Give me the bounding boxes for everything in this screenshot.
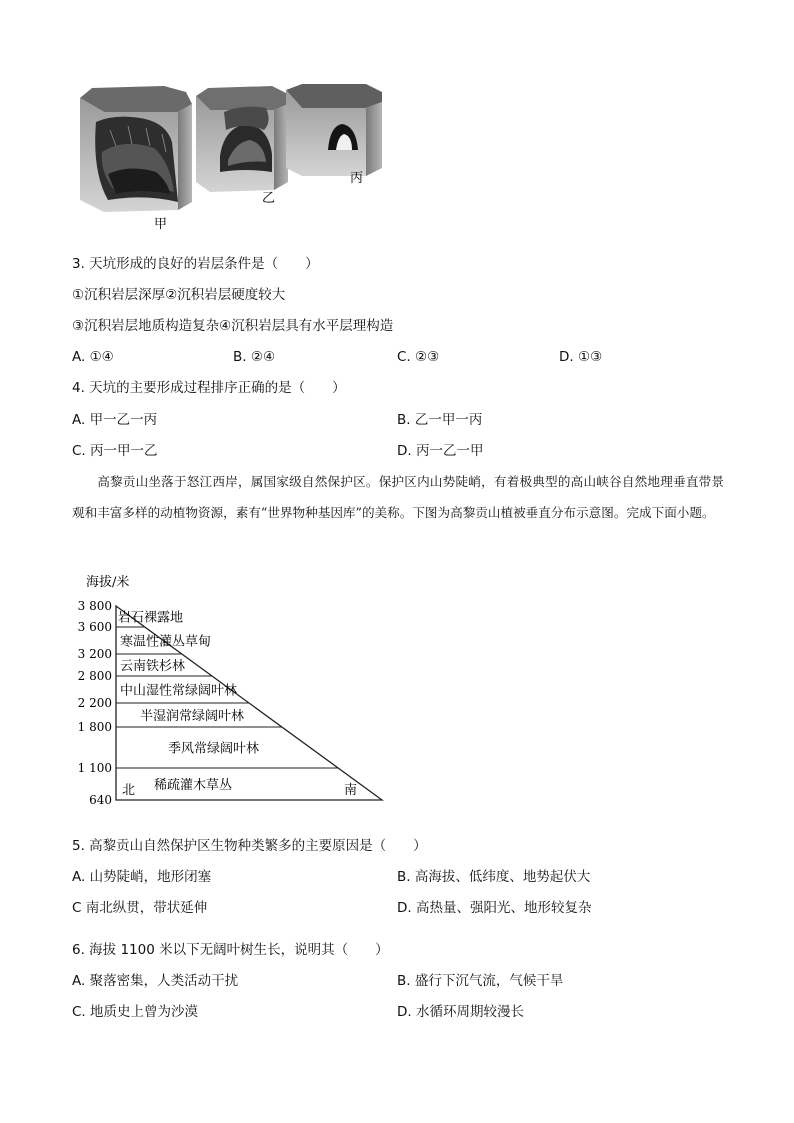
zone-label: 寒温性灌丛草甸: [120, 634, 212, 650]
block-yi: [196, 86, 288, 192]
zone-label: 季风常绿阔叶林: [168, 741, 260, 757]
q5-option-c[interactable]: C 南北纵贯，带状延伸: [72, 900, 208, 916]
q6-stem: 6. 海拔 1100 米以下无阔叶树生长，说明其（ ）: [72, 942, 389, 958]
chart-ylabel: 海拔/米: [86, 575, 130, 590]
zone-label: 岩石裸露地: [118, 610, 184, 626]
south-label: 南: [344, 783, 358, 798]
q3-stem: 3. 天坑形成的良好的岩层条件是（ ）: [72, 256, 319, 272]
q6-option-c[interactable]: C. 地质史上曾为沙漠: [72, 1004, 199, 1020]
q3-conditions-line1: ①沉积岩层深厚②沉积岩层硬度较大: [72, 287, 286, 303]
block-jia: [80, 86, 192, 212]
q6-option-d[interactable]: D. 水循环周期较漫长: [397, 1004, 524, 1020]
elevation-tick-label: 2 800: [77, 669, 112, 683]
north-label: 北: [122, 783, 136, 798]
elevation-tick-label: 3 600: [77, 620, 112, 634]
q5-option-a[interactable]: A. 山势陡峭，地形闭塞: [72, 869, 212, 885]
elevation-tick-label: 3 200: [77, 647, 112, 661]
elevation-tick-label: 1 100: [77, 761, 112, 775]
zone-layer: [78, 599, 382, 807]
q4-stem: 4. 天坑的主要形成过程排序正确的是（ ）: [72, 380, 346, 396]
label-bing: 丙: [350, 171, 364, 186]
reading-passage: [72, 466, 724, 528]
zone-label: 稀疏灌木草丛: [154, 778, 233, 793]
q4-option-c[interactable]: C. 丙一甲一乙: [72, 443, 158, 459]
elevation-tick-label: 2 200: [77, 696, 112, 710]
q6-option-a[interactable]: A. 聚落密集，人类活动干扰: [72, 973, 239, 989]
zone-label: 半湿润常绿阔叶林: [140, 709, 245, 724]
q3-option-c[interactable]: C. ②③: [397, 349, 440, 365]
label-yi: 乙: [262, 191, 276, 206]
q3-conditions-line2: ③沉积岩层地质构造复杂④沉积岩层具有水平层理构造: [72, 318, 394, 334]
elevation-tick-label: 1 800: [77, 720, 112, 734]
q4-option-a[interactable]: A. 甲一乙一丙: [72, 412, 158, 428]
vegetation-zonation-chart: [77, 570, 392, 810]
label-jia: 甲: [154, 217, 168, 232]
q5-stem: 5. 高黎贡山自然保护区生物种类繁多的主要原因是（ ）: [72, 838, 427, 854]
q5-option-b[interactable]: B. 高海拔、低纬度、地势起伏大: [397, 869, 591, 885]
elevation-tick-label: 640: [89, 793, 112, 807]
q5-option-d[interactable]: D. 高热量、强阳光、地形较复杂: [397, 900, 592, 916]
q6-option-b[interactable]: B. 盛行下沉气流，气候干旱: [397, 973, 564, 989]
sinkhole-block-diagrams: [74, 82, 394, 234]
zone-label: 中山湿性常绿阔叶林: [120, 683, 238, 699]
block-bing: [286, 84, 382, 176]
q3-option-b[interactable]: B. ②④: [233, 349, 276, 365]
q3-option-d[interactable]: D. ①③: [559, 349, 603, 365]
q3-option-a[interactable]: A. ①④: [72, 349, 114, 365]
q4-option-b[interactable]: B. 乙一甲一丙: [397, 412, 483, 428]
elevation-tick-label: 3 800: [77, 599, 112, 613]
passage-text: 高黎贡山坐落于怒江西岸，属国家级自然保护区。保护区内山势陡峭，有着极典型的高山峡谷自然地理垂直带景观和丰富多样的动植物资源，素有“世界物种基因库”的美称。下图为高黎贡山植被垂直分布示意图。完成下面小题。: [72, 474, 724, 520]
q4-option-d[interactable]: D. 丙一乙一甲: [397, 443, 484, 459]
zone-label: 云南铁杉林: [120, 659, 186, 674]
